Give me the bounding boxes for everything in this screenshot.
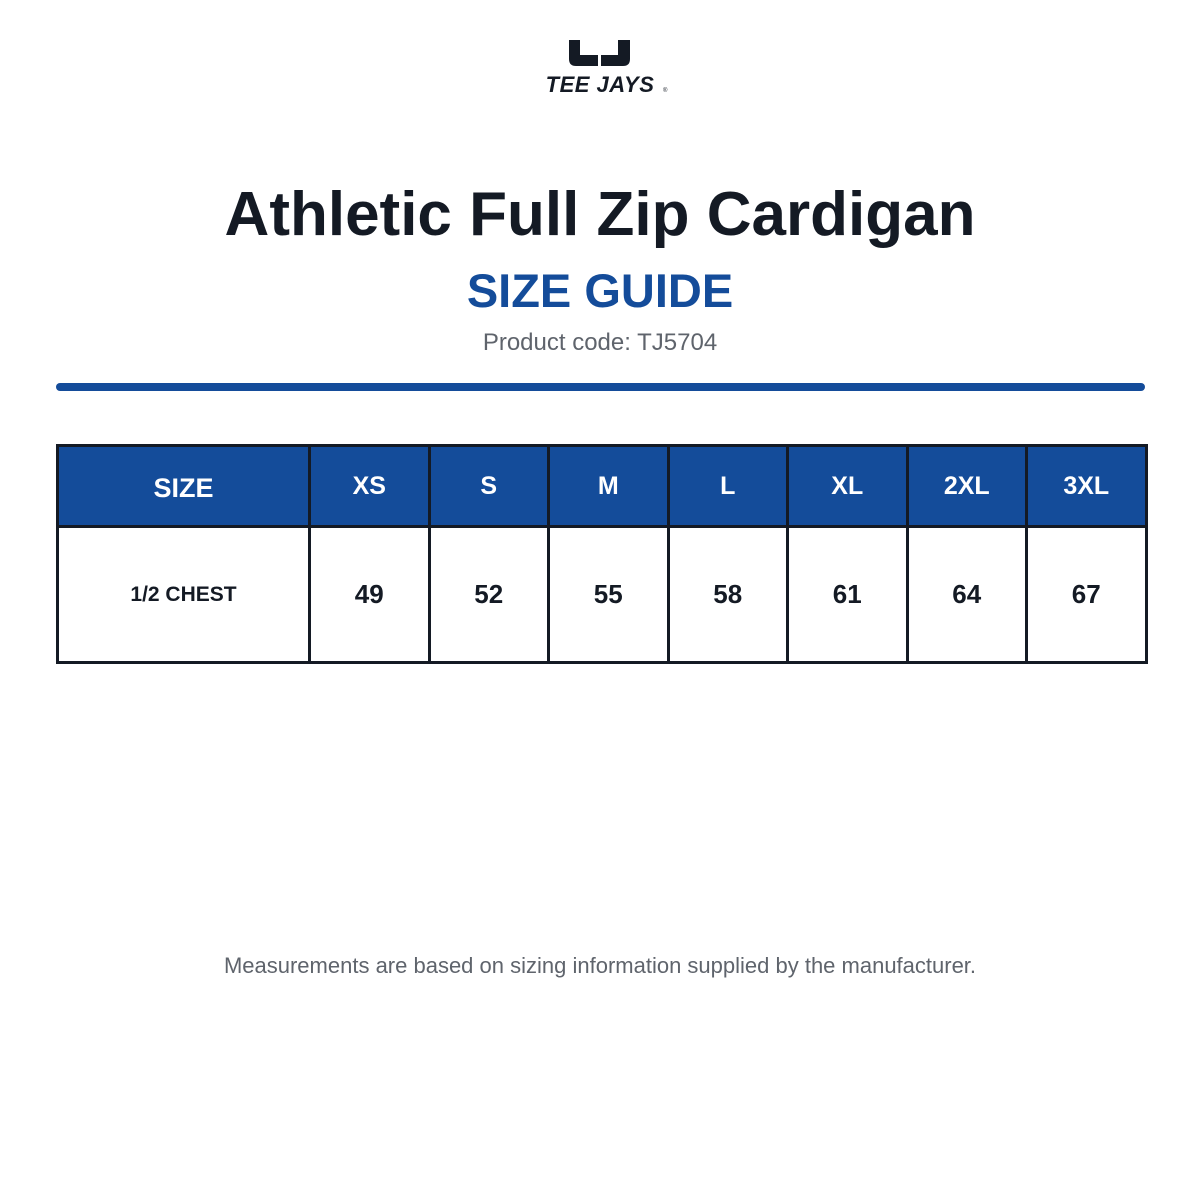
size-table xyxy=(56,444,1148,664)
table-header-row xyxy=(58,446,1147,527)
product-code: Product code: TJ5704 xyxy=(482,329,718,356)
table-row xyxy=(58,527,1147,663)
cell-l: 58 xyxy=(668,527,788,663)
header-cell-s: S xyxy=(429,446,549,527)
tj-logo-icon xyxy=(530,38,670,98)
header-cell-l: L xyxy=(668,446,788,527)
divider xyxy=(56,383,1145,391)
cell-m: 55 xyxy=(549,527,669,663)
cell-3xl: 67 xyxy=(1027,527,1147,663)
svg-text:®: ® xyxy=(663,88,668,94)
page-subtitle: SIZE GUIDE xyxy=(466,264,734,317)
svg-text:TEE JAYS: TEE JAYS xyxy=(545,72,655,97)
header-cell-xs: XS xyxy=(310,446,430,527)
footnote: Measurements are based on sizing information supplied by the manufacturer. xyxy=(223,953,977,978)
header-cell-size: SIZE xyxy=(58,446,310,527)
cell-xs: 49 xyxy=(310,527,430,663)
row-label-half-chest: 1/2 CHEST xyxy=(58,527,310,663)
header-cell-2xl: 2XL xyxy=(907,446,1027,527)
brand-logo xyxy=(530,38,670,98)
header-cell-m: M xyxy=(549,446,669,527)
header-cell-xl: XL xyxy=(788,446,908,527)
cell-xl: 61 xyxy=(788,527,908,663)
page-title: Athletic Full Zip Cardigan xyxy=(224,180,976,249)
header-cell-3xl: 3XL xyxy=(1027,446,1147,527)
cell-s: 52 xyxy=(429,527,549,663)
cell-2xl: 64 xyxy=(907,527,1027,663)
